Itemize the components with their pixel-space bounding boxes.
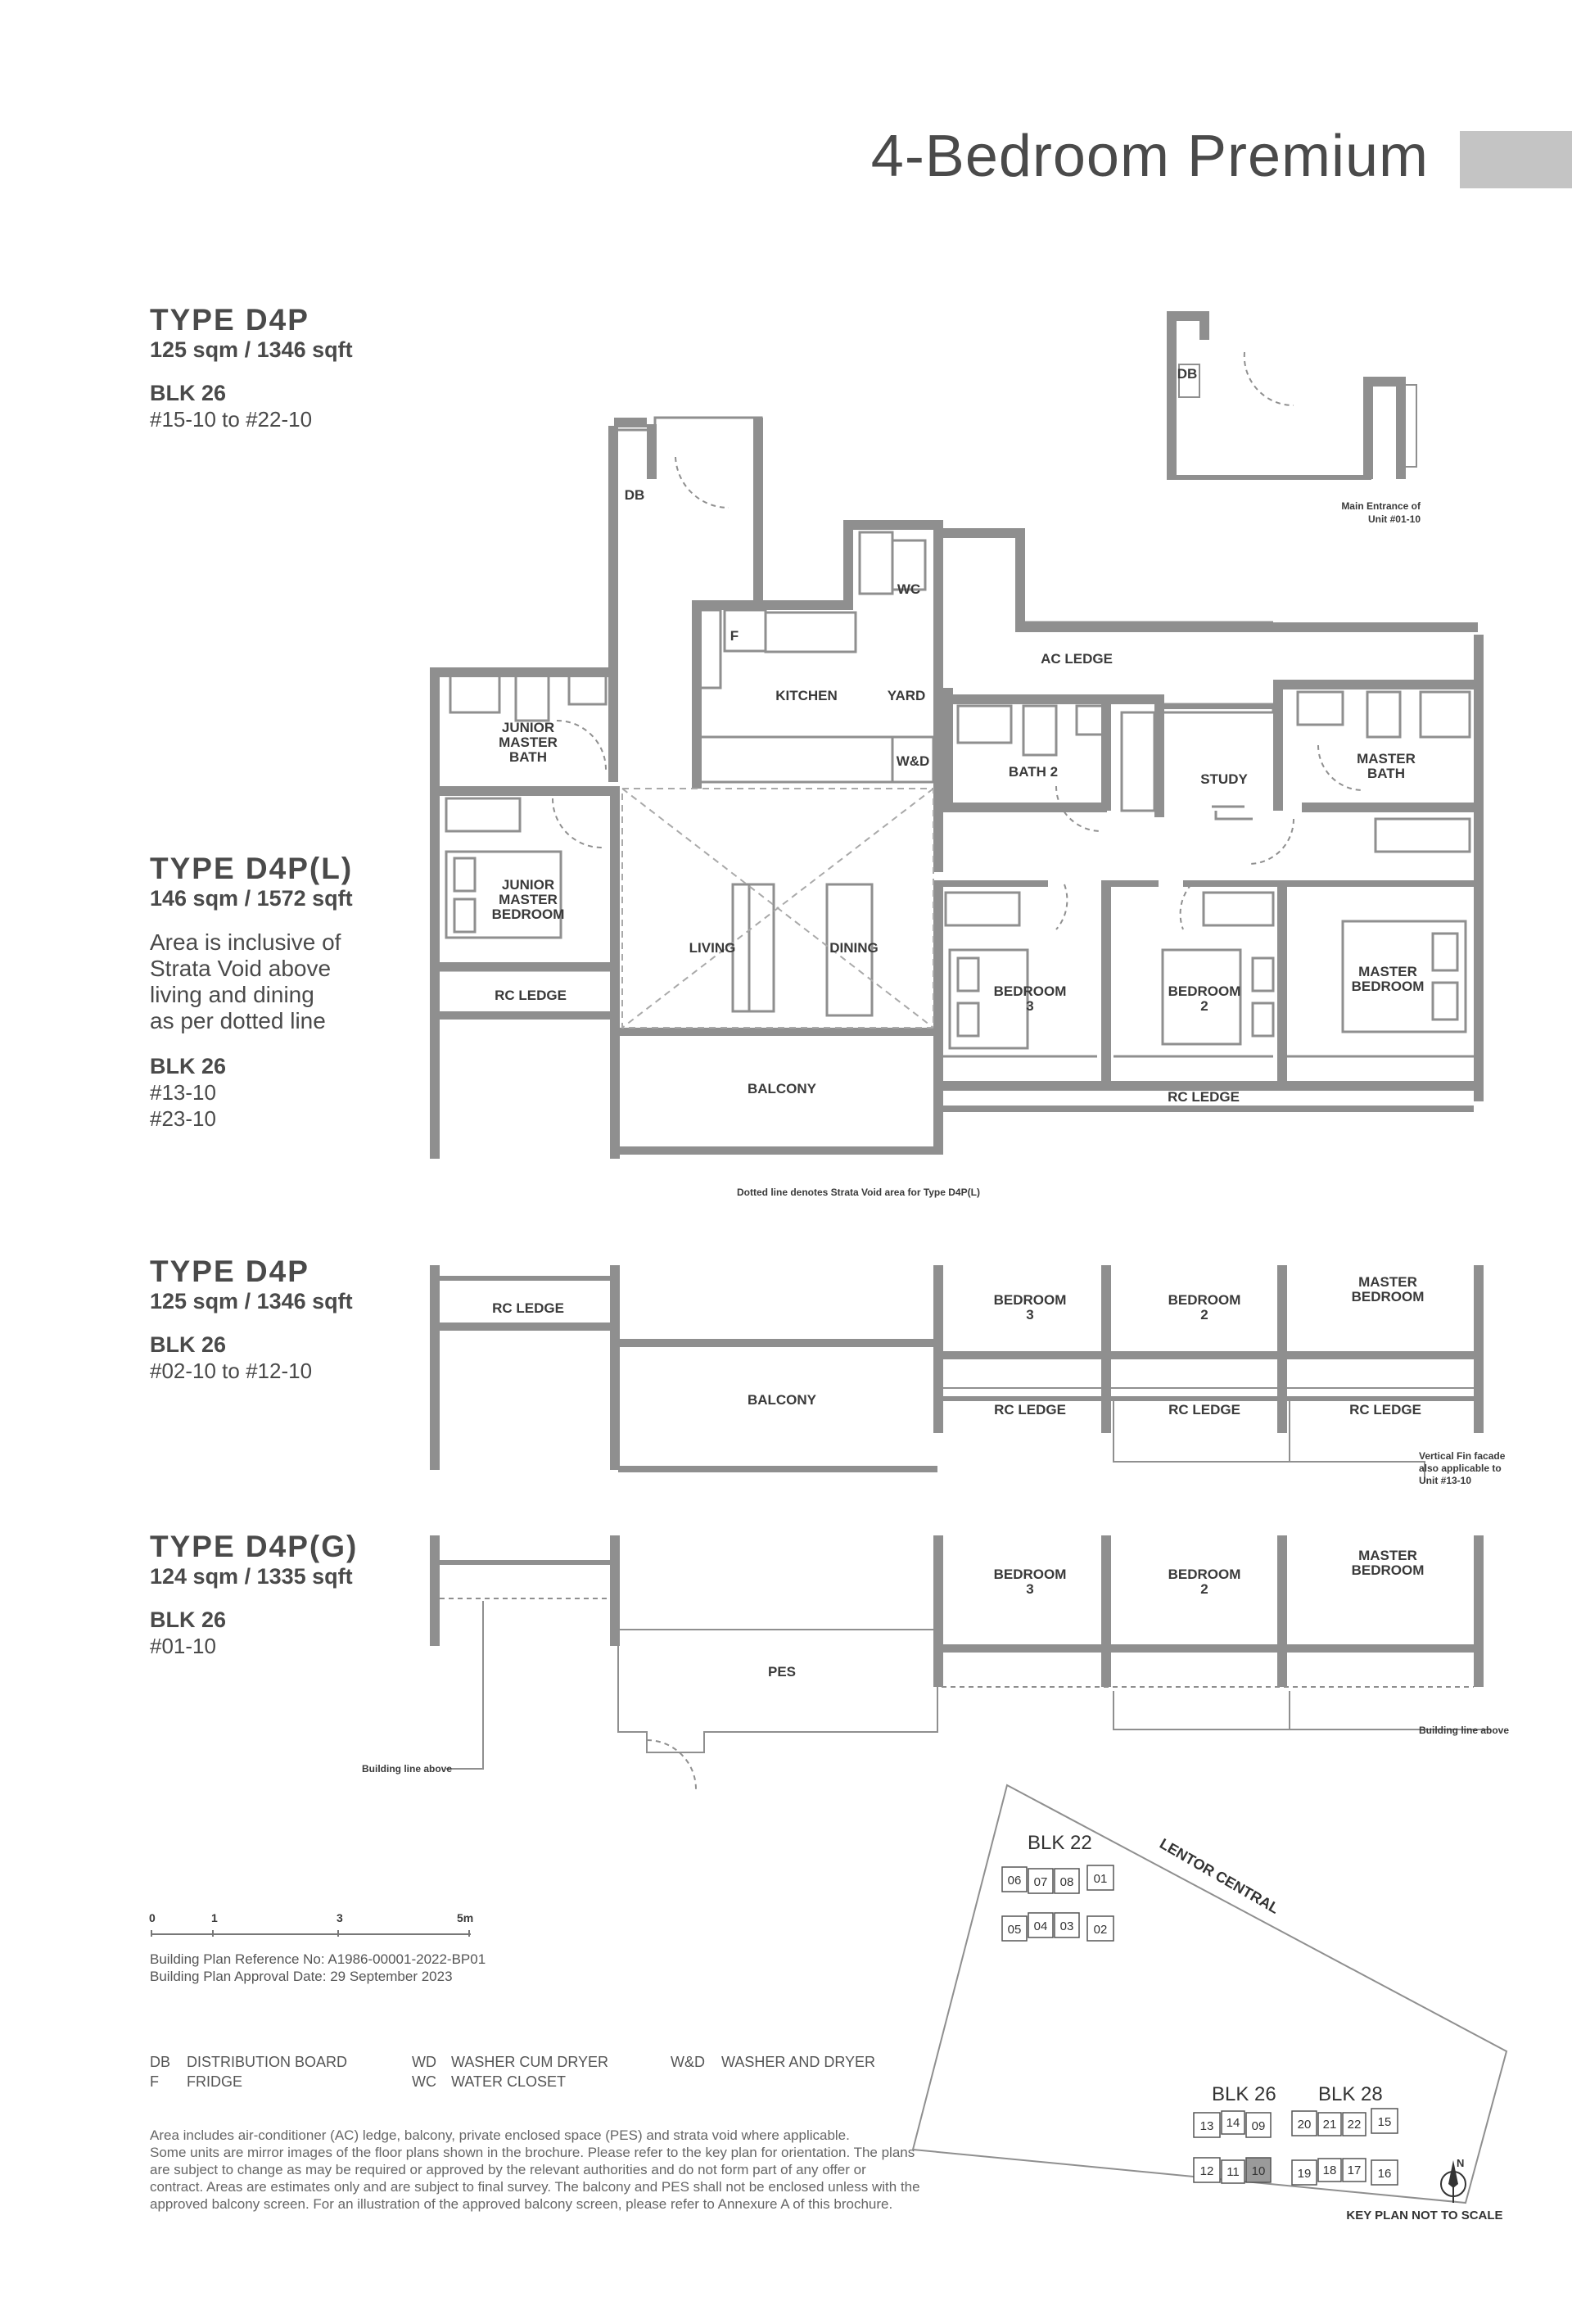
vertical-fin-note-2: also applicable to [1419,1463,1502,1474]
label-main-entrance-1: Main Entrance of [1341,500,1421,512]
label-living: LIVING [689,940,736,956]
label-study: STUDY [1200,771,1248,787]
blk22-unit-03: 03 [1059,1919,1074,1933]
blk26-unit-12: 12 [1199,2164,1214,2178]
blk26-unit-09: 09 [1251,2119,1266,2133]
unit-range: #01-10 [150,1634,216,1658]
vertical-fin-note-3: Unit #13-10 [1419,1475,1472,1486]
blk28-unit-15: 15 [1377,2115,1392,2129]
scale-tick-3: 3 [337,1911,343,1924]
label-master-bed-2: BEDROOM [1351,979,1425,994]
d4pg-walls [430,1535,1484,1687]
label-balcony: BALCONY [747,1081,817,1096]
label-bedroom3-2: 3 [1026,998,1034,1014]
legend-item-f: F FRIDGE [150,2073,243,2090]
type-name: TYPE D4P [150,1255,309,1288]
blk26-unit-14: 14 [1226,2116,1240,2130]
d4p-lower-master-1: MASTER [1358,1274,1417,1290]
label-master-bed-1: MASTER [1358,964,1417,979]
building-plan-info [150,1951,486,1985]
label-bath2: BATH 2 [1008,764,1059,780]
strata-void-note: Area is inclusive of Strata Void above living and dining as per dotted line [150,929,341,1033]
d4p-lower-rc-ledge-left: RC LEDGE [492,1300,564,1316]
d4p-lower-rc-3: RC LEDGE [1349,1402,1421,1417]
d4pg-pes: PES [767,1664,797,1680]
label-db-inset: DB [1177,366,1198,382]
blk22-unit-07: 07 [1033,1875,1048,1889]
legend-item-w-and-d: W&D WASHER AND DRYER [671,2054,876,2070]
blk22-unit-05: 05 [1007,1923,1022,1937]
label-rc-ledge-bottom: RC LEDGE [1168,1089,1240,1105]
label-db: DB [624,487,645,503]
blk26-unit-13: 13 [1199,2119,1214,2133]
label-jm-bed-1: JUNIOR [501,877,555,893]
label-fridge: F [730,628,739,644]
rc-ledge-edge [933,1105,1474,1112]
main-entrance-inset [1167,311,1416,480]
d4p-lower-walls [430,1265,1484,1472]
unit-range: #02-10 to #12-10 [150,1359,313,1383]
label-wd: W&D [896,753,930,769]
label-jm-bath-1: JUNIOR [501,720,555,735]
blk-label: BLK 26 [150,1607,227,1632]
type-area: 125 sqm / 1346 sqft [150,1289,353,1313]
key-blk28: BLK 28 [1318,2083,1383,2105]
scale-tick-1: 1 [211,1911,218,1924]
scale-tick-5: 5m [457,1911,474,1924]
site-boundary [913,1785,1506,2203]
label-yard: YARD [887,688,926,703]
vertical-fin-note-1: Vertical Fin facade [1419,1450,1506,1462]
scale-tick-0: 0 [149,1911,156,1924]
label-bedroom2-2: 2 [1200,998,1208,1014]
blk22-unit-08: 08 [1059,1875,1074,1889]
legend-item-wc: WC WATER CLOSET [412,2073,567,2090]
blk22-unit-02: 02 [1093,1923,1108,1937]
blk22-unit-04: 04 [1033,1919,1048,1933]
label-master-bath-1: MASTER [1357,751,1416,766]
label-ac-ledge: AC LEDGE [1041,651,1113,667]
type-name: TYPE D4P(G) [150,1530,359,1563]
disclaimer: Area includes air-conditioner (AC) ledge, balcony, private enclosed space (PES) and strata void where applicable. Some units are mirror images of the floor plans shown in the brochure. Please refer to the key plan for orientation. The plans are subject to change as may be required or approved by the relevant authorities and do not form part of any offer or contract. Areas are estimates only and are subject to final survey. The balcony and PES shall not be enclosed unless with the approved balcony screen. For an illustration of the approved balcony screen, please refer to Annexure A of this brochure. [150,2127,920,2212]
key-blk26: BLK 26 [1212,2083,1276,2105]
blk28-unit-19: 19 [1297,2167,1312,2181]
blk22-unit-01: 01 [1093,1872,1108,1886]
page-title: 4-Bedroom Premium [870,124,1429,189]
label-main-entrance-2: Unit #01-10 [1367,513,1421,525]
plan-outlines [440,418,1474,1056]
blk22-unit-06: 06 [1007,1874,1022,1888]
key-plan-caption: KEY PLAN NOT TO SCALE [1346,2209,1503,2222]
label-wc: WC [897,581,921,597]
plan-door-swings [553,457,1363,929]
blk28-unit-18: 18 [1322,2163,1337,2177]
type-name: TYPE D4P [150,303,309,337]
key-blk22: BLK 22 [1028,1832,1092,1854]
label-jm-bath-3: BATH [509,749,547,765]
legend-item-wd: WD WASHER CUM DRYER [412,2054,609,2070]
label-dining: DINING [829,940,879,956]
north-label: N [1457,2157,1465,2169]
d4p-lower-rc-2: RC LEDGE [1168,1402,1240,1417]
d4pg-bed2-1: BEDROOM [1168,1567,1241,1582]
d4p-lower-balcony: BALCONY [747,1392,817,1408]
blk-label: BLK 26 [150,1332,227,1357]
building-line-left: Building line above [362,1763,453,1775]
d4pg-bed3-1: BEDROOM [993,1567,1067,1582]
blk26-unit-10-highlighted: 10 [1251,2164,1266,2178]
floor-plan-d4p-lower [0,1228,1572,1507]
unit-range: #13-10 [150,1080,216,1105]
label-kitchen: KITCHEN [775,688,838,703]
road-lentor-central: LENTOR CENTRAL [1157,1835,1282,1917]
type-area: 125 sqm / 1346 sqft [150,337,353,362]
d4p-lower-bed2-1: BEDROOM [1168,1292,1241,1308]
blk28-unit-21: 21 [1322,2118,1337,2132]
blk-label: BLK 26 [150,1054,227,1078]
building-plan-approval: Building Plan Approval Date: 29 September 2023 [150,1969,453,1984]
label-dotted-note: Dotted line denotes Strata Void area for Type D4P(L) [737,1187,980,1198]
label-bedroom2-1: BEDROOM [1168,983,1241,999]
building-line-right: Building line above [1419,1725,1510,1736]
key-plan [901,1769,1523,2244]
unit-range: #23-10 [150,1106,216,1131]
type-area: 146 sqm / 1572 sqft [150,886,353,911]
d4pg-bed2-2: 2 [1200,1581,1208,1597]
d4p-lower-bed3-2: 3 [1026,1307,1034,1323]
blk28-unit-20: 20 [1297,2118,1312,2132]
label-jm-bath-2: MASTER [499,735,558,750]
d4pg-master-2: BEDROOM [1351,1562,1425,1578]
d4pg-master-1: MASTER [1358,1548,1417,1563]
type-area: 124 sqm / 1335 sqft [150,1564,353,1589]
label-jm-bed-3: BEDROOM [491,907,565,922]
label-master-bath-2: BATH [1367,766,1405,781]
blk28-unit-22: 22 [1347,2118,1362,2132]
d4p-lower-bed3-1: BEDROOM [993,1292,1067,1308]
strata-void-outline [622,789,933,1028]
d4pg-outlines [440,1598,1490,1789]
d4p-lower-rc-1: RC LEDGE [994,1402,1066,1417]
label-jm-bed-2: MASTER [499,892,558,907]
blk26-unit-11: 11 [1226,2165,1240,2179]
unit-range: #15-10 to #22-10 [150,407,313,432]
blk-label: BLK 26 [150,381,227,405]
label-rc-ledge-left: RC LEDGE [495,988,567,1003]
blk28-unit-17: 17 [1347,2163,1362,2177]
floor-plan-d4pg [0,1507,1572,1802]
d4p-lower-master-2: BEDROOM [1351,1289,1425,1304]
type-name: TYPE D4P(L) [150,852,354,885]
d4p-lower-bed2-2: 2 [1200,1307,1208,1323]
blk28-unit-16: 16 [1377,2167,1392,2181]
label-bedroom3-1: BEDROOM [993,983,1067,999]
d4pg-bed3-2: 3 [1026,1581,1034,1597]
building-plan-reference: Building Plan Reference No: A1986-00001-2022-BP01 [150,1951,486,1967]
scale-bar [147,1904,491,1945]
legend-item-db: DB DISTRIBUTION BOARD [150,2054,348,2070]
